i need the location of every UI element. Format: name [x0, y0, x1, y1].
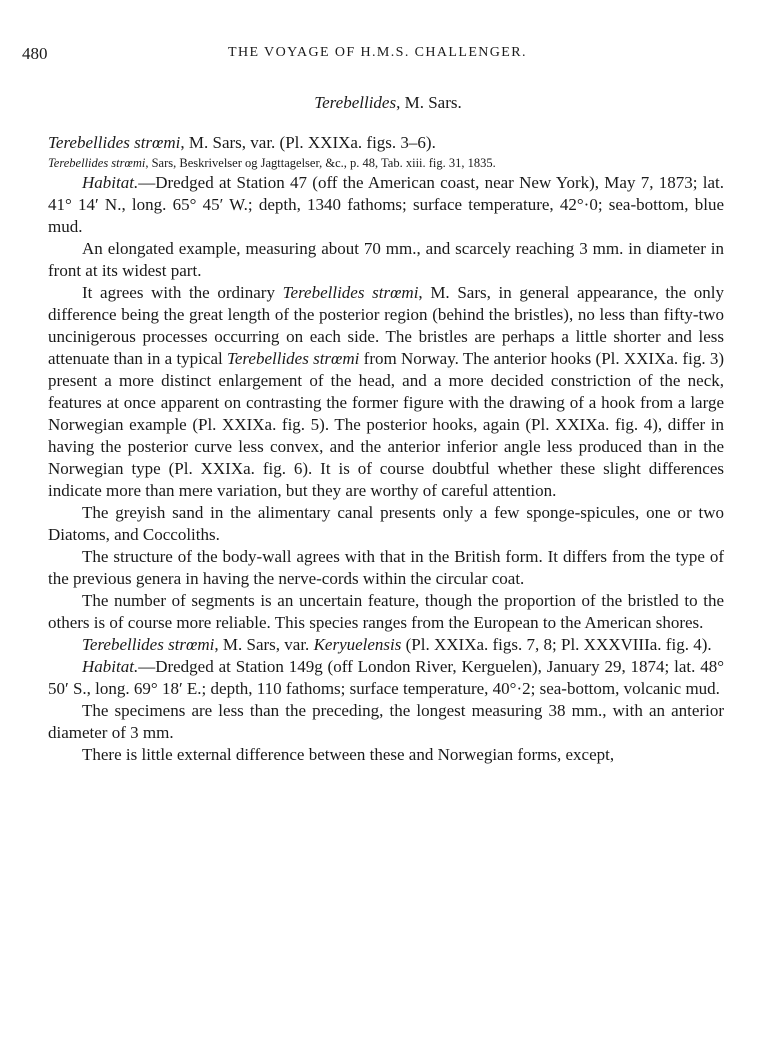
- genus-author: , M. Sars.: [396, 93, 462, 112]
- paragraph-external-difference: There is little external difference between these and Norwegian forms, except,: [82, 745, 615, 764]
- paragraph-specimens: The specimens are less than the preceding, the longest measuring 38 mm., with an anterior diameter of 3 mm.: [48, 701, 724, 742]
- comparison-species-name-2: Terebellides strœmi: [226, 349, 360, 368]
- synonym-citation: , Sars, Beskrivelser og Jagttagelser, &c., p. 48, Tab. xiii. fig. 31, 1835.: [145, 156, 496, 170]
- habitat-paragraph-1: [48, 172, 724, 238]
- synonym-name: Terebellides strœmi: [48, 156, 146, 170]
- genus-name: Terebellides: [314, 93, 397, 112]
- synonym-reference: [48, 154, 724, 172]
- page-number: 480: [22, 44, 48, 63]
- species-heading-1: [48, 132, 724, 154]
- paragraph-segments: The number of segments is an uncertain feature, though the proportion of the bristled to the others is of course more reliable. This species ranges from the European to the American shores.: [48, 591, 724, 632]
- habitat-label-1: Habitat.: [82, 173, 139, 192]
- species-heading-rest-1: , M. Sars, var. (Pl. XXIXa. figs. 3–6).: [180, 133, 436, 152]
- comparison-text-c: from Norway. The anterior hooks (Pl. XXIXa. fig. 3) present a more distinct enlargement of the head, and a more decided constriction of the neck, features at once apparent on contrasting the former figure with the drawing of a hook from a large Norwegian example (Pl. XXIXa. fig. 5). The posterior hooks, again (Pl. XXIXa. fig. 4), differ in having the posterior curve less convex, and the anterior inferior angle less produced than in the Norwegian type (Pl. XXIXa. fig. 6). It is of course doubtful whether these slight differences indicate more than mere variation, but they are worthy of careful attention.: [48, 349, 724, 500]
- species-heading-rest-2: (Pl. XXIXa. figs. 7, 8; Pl. XXXVIIIa. fig. 4).: [401, 635, 712, 654]
- habitat-text-1: —Dredged at Station 47 (off the American coast, near New York), May 7, 1873; lat. 41° 14′ N., long. 65° 45′ W.; depth, 1340 fathoms; surface temperature, 42°·0; sea-bottom, blue mud.: [48, 173, 724, 236]
- running-title: THE VOYAGE OF H.M.S. CHALLENGER.: [228, 45, 527, 60]
- variety-name: Keryuelensis: [313, 635, 402, 654]
- habitat-paragraph-2: [48, 656, 724, 700]
- comparison-text-a: It agrees with the ordinary: [82, 283, 283, 302]
- paragraph-sand: The greyish sand in the alimentary canal presents only a few sponge-spicules, one or two Diatoms, and Coccoliths.: [48, 503, 724, 544]
- running-header: [0, 44, 776, 68]
- species-name-2: Terebellides strœmi: [82, 635, 215, 654]
- paragraph-comparison: [48, 282, 724, 502]
- species-name-1: Terebellides strœmi: [48, 133, 181, 152]
- habitat-label-2: Habitat.: [82, 657, 139, 676]
- comparison-species-name-1: Terebellides strœmi: [282, 283, 419, 302]
- comparison-text-b: , M. Sars, in general appearance, the only difference being the great length of the posterior region (behind the bristles), no less than fifty-two uncinigerous processes occurring on each side. The bristles are perhaps a little shorter and less attenuate than in a typical: [48, 283, 725, 368]
- text-body: [48, 132, 724, 766]
- habitat-text-2: —Dredged at Station 149g (off London River, Kerguelen), January 29, 1874; lat. 48° 50′ S., long. 69° 18′ E.; depth, 110 fathoms; surface temperature, 40°·2; sea-bottom, volcanic mud.: [48, 657, 724, 698]
- species-heading-2: [48, 634, 724, 656]
- species-heading-mid-2: , M. Sars, var.: [214, 635, 314, 654]
- genus-heading: [0, 93, 776, 113]
- paragraph-description-1: An elongated example, measuring about 70 mm., and scarcely reaching 3 mm. in diameter in front at its widest part.: [48, 239, 724, 280]
- paragraph-body-wall: The structure of the body-wall agrees with that in the British form. It differs from the type of the previous genera in having the nerve-cords within the circular coat.: [48, 547, 724, 588]
